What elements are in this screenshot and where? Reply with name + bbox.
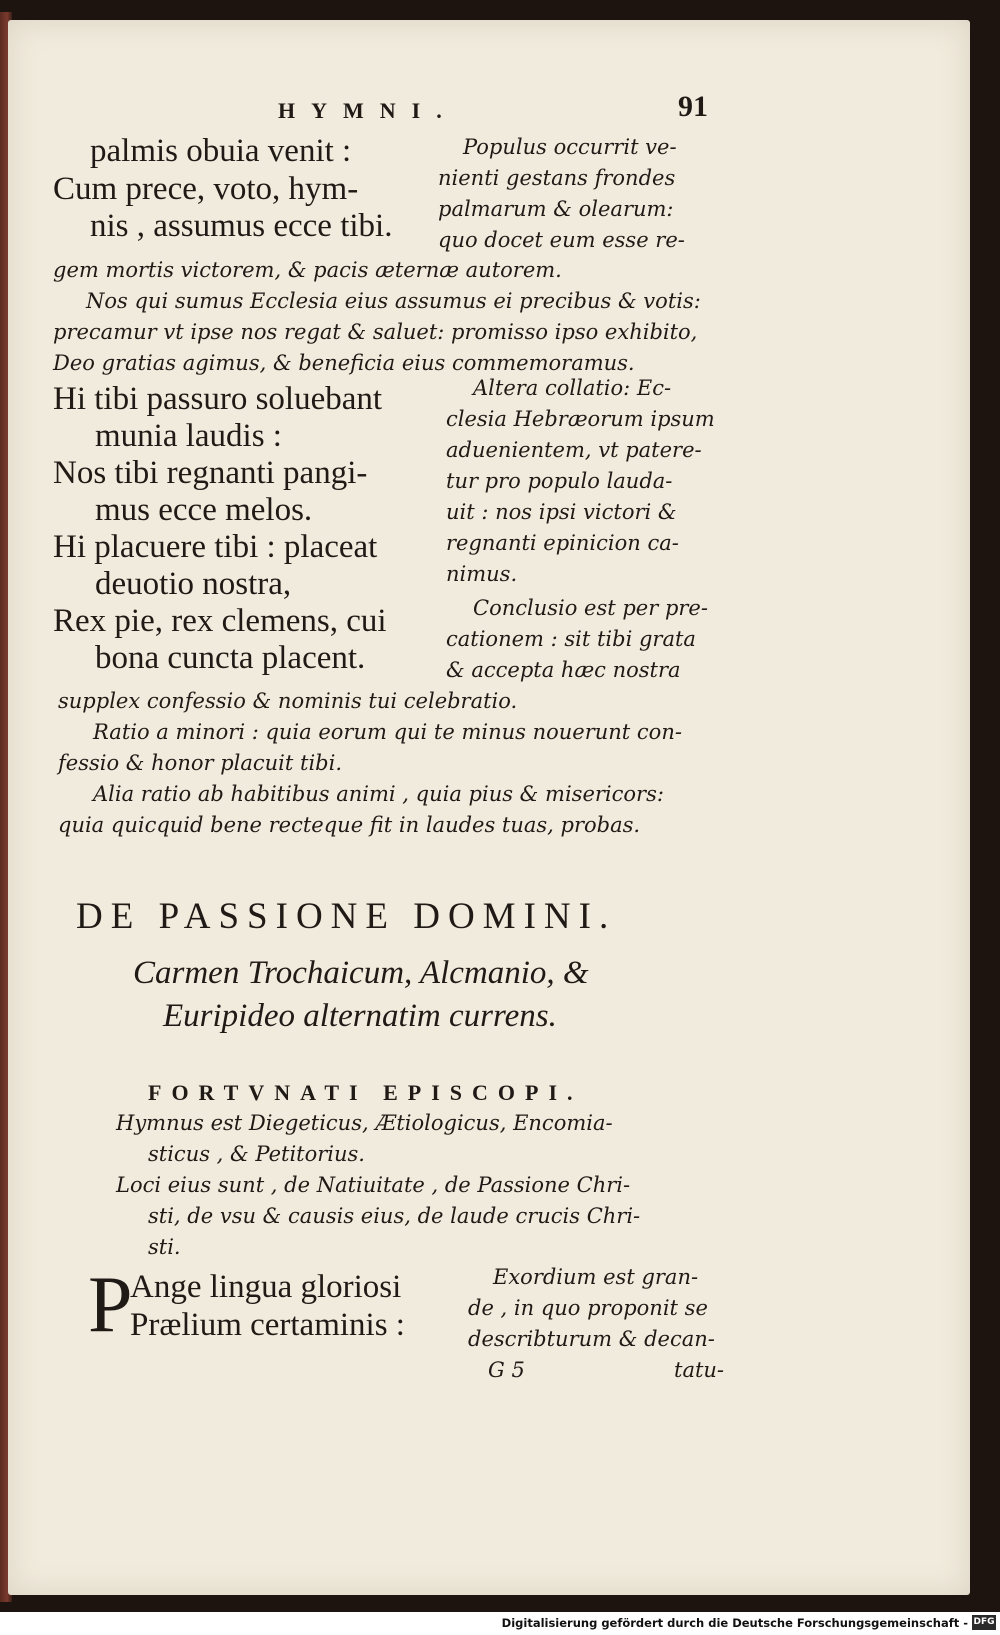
note-line: sticus , & Petitorius.	[148, 1142, 365, 1166]
gloss-line: Deo gratias agimus, & beneficia eius commemoramus.	[53, 351, 635, 375]
note-line: Loci eius sunt , de Natiuitate , de Passione Chri-	[116, 1173, 631, 1197]
gloss-line: supplex confessio & nominis tui celebratio.	[58, 689, 518, 713]
gloss-line: quia quicquid bene recteque fit in laudes tuas, probas.	[58, 813, 641, 837]
verse-line: Nos tibi regnanti pangi-	[53, 455, 368, 491]
gloss-line: aduenientem, vt patere-	[446, 438, 702, 462]
gloss-line: clesia Hebræorum ipsum	[446, 407, 715, 431]
gloss-line: tur pro populo lauda-	[446, 469, 673, 493]
verse-line: bona cuncta placent.	[95, 640, 366, 676]
footer-credit: Digitalisierung gefördert durch die Deutsche Forschungsgemeinschaft -	[501, 1616, 968, 1630]
verse-line: Hi placuere tibi : placeat	[53, 529, 378, 565]
gloss-line: describturum & decan-	[468, 1327, 715, 1351]
gloss-line: Altera collatio: Ec-	[473, 376, 672, 400]
gloss-line: Alia ratio ab habitibus animi , quia pius & misericors:	[93, 782, 664, 806]
verse-line: Cum prece, voto, hym-	[53, 171, 359, 207]
gloss-line: & accepta hæc nostra	[446, 658, 681, 682]
section-subtitle: Carmen Trochaicum, Alcmanio, &	[133, 955, 589, 991]
gloss-line: fessio & honor placuit tibi.	[58, 751, 342, 775]
gloss-line: quo docet eum esse re-	[438, 228, 685, 252]
gloss-line: nienti gestans frondes	[438, 166, 676, 190]
page-number: 91	[678, 90, 708, 123]
gloss-line: regnanti epinicion ca-	[446, 531, 679, 555]
drop-capital: P	[88, 1261, 133, 1349]
gloss-line: precamur vt ipse nos regat & saluet: promisso ipso exhibito,	[53, 320, 698, 344]
note-line: Hymnus est Diegeticus, Ætiologicus, Encomia-	[116, 1111, 613, 1135]
note-line: sti.	[148, 1235, 181, 1259]
gloss-line: cationem : sit tibi grata	[446, 627, 696, 651]
signature-mark: G 5	[488, 1358, 525, 1382]
verse-line: Ange lingua gloriosi	[130, 1269, 402, 1305]
gloss-line: Exordium est gran-	[493, 1265, 699, 1289]
verse-line: Rex pie, rex clemens, cui	[53, 603, 387, 639]
author-heading: FORTVNATI EPISCOPI.	[148, 1080, 583, 1105]
dfg-logo: DFG	[972, 1615, 996, 1630]
gloss-line: uit : nos ipsi victori &	[446, 500, 677, 524]
section-title: DE PASSIONE DOMINI.	[76, 896, 617, 937]
book-page	[8, 20, 970, 1595]
verse-line: deuotio nostra,	[95, 566, 292, 602]
verse-line: Hi tibi passuro soluebant	[53, 381, 383, 417]
gloss-line: gem mortis victorem, & pacis æternæ autorem.	[53, 258, 562, 282]
gloss-line: Conclusio est per pre-	[473, 596, 708, 620]
gloss-line: de , in quo proponit se	[468, 1296, 708, 1320]
verse-line: mus ecce melos.	[95, 492, 313, 528]
verse-line: palmis obuia venit :	[90, 133, 352, 169]
verse-line: nis , assumus ecce tibi.	[90, 208, 393, 244]
note-line: sti, de vsu & causis eius, de laude crucis Chri-	[148, 1204, 641, 1228]
gloss-line: Ratio a minori : quia eorum qui te minus nouerunt con-	[93, 720, 682, 744]
gloss-line: nimus.	[446, 562, 518, 586]
verse-line: munia laudis :	[95, 418, 282, 454]
gloss-line: Populus occurrit ve-	[463, 135, 677, 159]
gloss-line: palmarum & olearum:	[438, 197, 674, 221]
gloss-line: Nos qui sumus Ecclesia eius assumus ei precibus & votis:	[86, 289, 701, 313]
verse-line: Prælium certaminis :	[130, 1307, 405, 1343]
running-head: HYMNI.	[278, 98, 458, 123]
digitization-footer	[0, 1612, 1000, 1635]
section-subtitle: Euripideo alternatim currens.	[163, 998, 557, 1034]
catchword: tatu-	[674, 1358, 725, 1382]
